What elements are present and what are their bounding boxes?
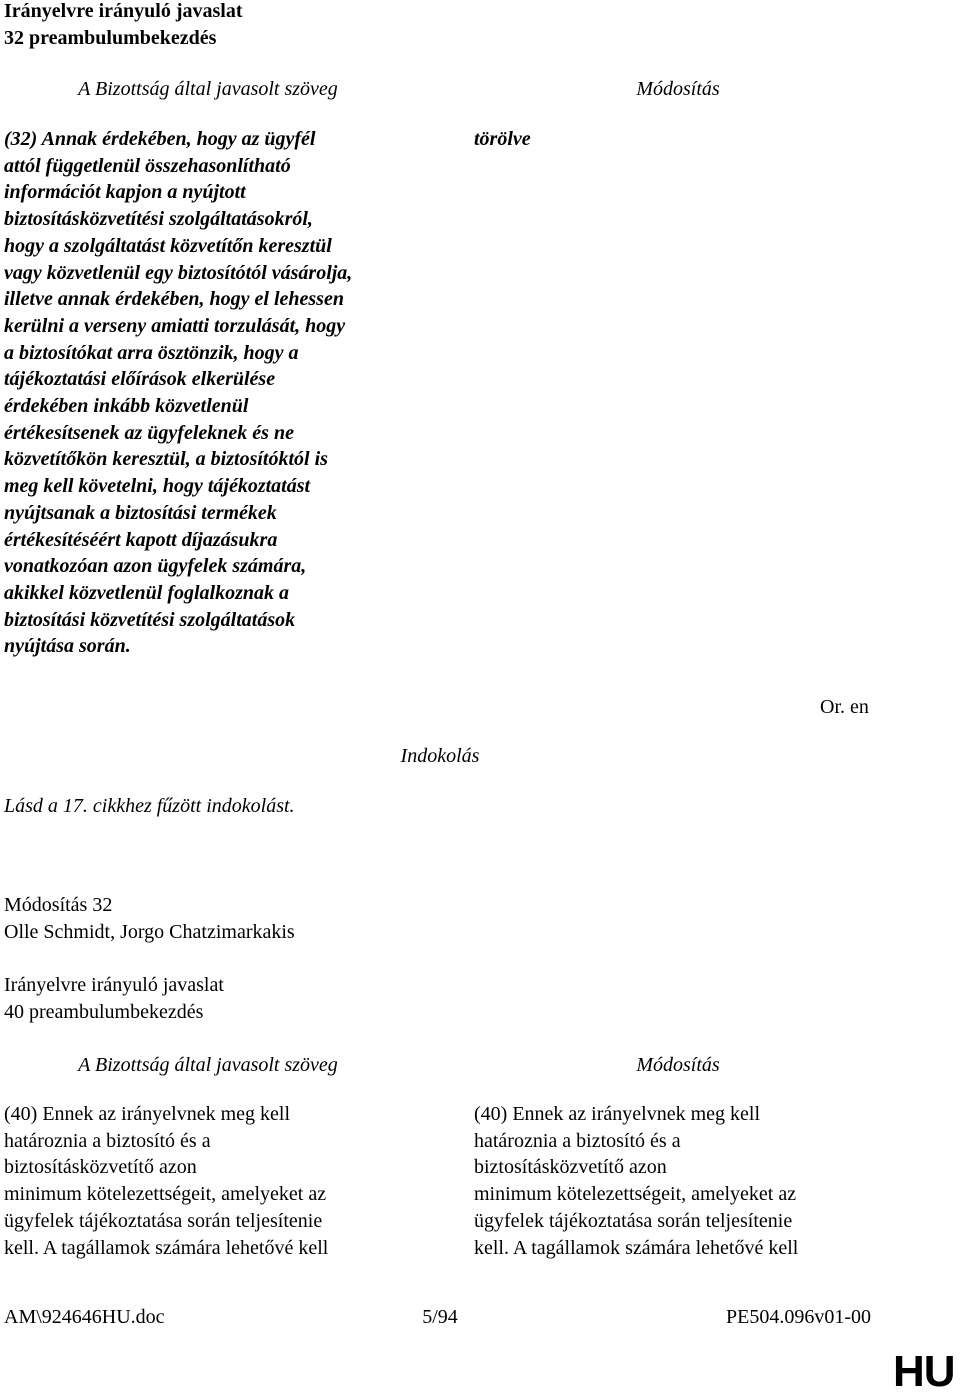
justification-text: Lásd a 17. cikkhez fűzött indokolást. — [4, 795, 295, 817]
amended-text-line: minimum kötelezettségeit, amelyeket az — [474, 1183, 797, 1206]
recital-reference: 32 preambulumbekezdés — [4, 26, 217, 49]
amendment-header: Módosítás — [636, 78, 720, 100]
commission-text-line: értékesítsenek az ügyfeleknek és ne — [4, 421, 294, 444]
commission-text-line: érdekében inkább közvetlenül — [4, 395, 249, 418]
commission-text-line: hogy a szolgáltatást közvetítőn keresztül — [4, 234, 332, 257]
amendment-block — [4, 892, 295, 945]
commission-text-line: a biztosítókat arra ösztönzik, hogy a — [4, 341, 299, 364]
commission-text-line: vagy közvetlenül egy biztosítótól vásárolja, — [4, 261, 353, 284]
commission-text-line: meg kell követelni, hogy tájékoztatást — [4, 475, 311, 498]
commission-text-line: ügyfelek tájékoztatása során teljesítenie — [4, 1209, 323, 1232]
commission-text-line: biztosításközvetítő azon — [4, 1156, 197, 1179]
commission-text-recital-40 — [4, 1101, 464, 1261]
commission-text-line: biztosításközvetítési szolgáltatásokról, — [4, 208, 313, 231]
commission-text-line: nyújtsanak a biztosítási termékek — [4, 501, 277, 524]
amendment-number: Módosítás 32 — [4, 894, 113, 916]
amended-text-recital-40 — [474, 1101, 944, 1261]
amended-text-line: (40) Ennek az irányelvnek meg kell — [474, 1103, 760, 1125]
amendment-recital-reference: 40 preambulumbekezdés — [4, 1000, 204, 1023]
footer-language-code: HU — [893, 1347, 955, 1396]
amended-text-line: ügyfelek tájékoztatása során teljesítenie — [474, 1209, 793, 1232]
amendment-proposal-type: Irányelvre irányuló javaslat — [4, 974, 224, 996]
amended-text-deleted: törölve — [474, 128, 531, 150]
commission-text-line: (40) Ennek az irányelvnek meg kell — [4, 1103, 290, 1125]
original-language: Or. en — [820, 696, 869, 718]
commission-text-line: vonatkozóan azon ügyfelek számára, — [4, 555, 307, 578]
document-heading — [4, 0, 243, 51]
commission-text-line: információt kapjon a nyújtott — [4, 181, 246, 204]
justification-title: Indokolás — [400, 745, 480, 767]
commission-text-line: nyújtása során. — [4, 635, 131, 658]
proposal-type: Irányelvre irányuló javaslat — [4, 0, 243, 22]
commission-text-line: attól függetlenül összehasonlítható — [4, 154, 291, 177]
commission-text-line: biztosítási közvetítési szolgáltatások — [4, 608, 296, 631]
amendment-header-2: Módosítás — [636, 1054, 720, 1076]
commission-text-header: A Bizottság által javasolt szöveg — [78, 78, 338, 100]
commission-text-line: kerülni a verseny amiatti torzulását, hogy — [4, 314, 346, 337]
footer-pe-ref: PE504.096v01-00 — [726, 1306, 871, 1328]
amendment-authors: Olle Schmidt, Jorgo Chatzimarkakis — [4, 920, 295, 943]
commission-text-line: illetve annak érdekében, hogy el lehessen — [4, 288, 344, 311]
footer-doc-ref: AM\924646HU.doc — [4, 1306, 165, 1328]
commission-text-line: értékesítéséért kapott díjazásukra — [4, 528, 278, 551]
footer-page-number: 5/94 — [422, 1306, 458, 1328]
commission-text-header-2: A Bizottság által javasolt szöveg — [78, 1054, 338, 1076]
amended-text-line: kell. A tagállamok számára lehetővé kell — [474, 1236, 799, 1259]
commission-text-line: akikkel közvetlenül foglalkoznak a — [4, 581, 289, 604]
commission-text-line: (32) Annak érdekében, hogy az ügyfél — [4, 128, 316, 150]
amendment-target — [4, 972, 224, 1025]
commission-text-line: minimum kötelezettségeit, amelyeket az — [4, 1183, 327, 1206]
commission-text-line: kell. A tagállamok számára lehetővé kell — [4, 1236, 329, 1259]
commission-text-line: határoznia a biztosító és a — [4, 1129, 211, 1152]
commission-text-line: tájékoztatási előírások elkerülése — [4, 368, 276, 391]
amended-text-line: biztosításközvetítő azon — [474, 1156, 667, 1179]
commission-text-line: közvetítőkön keresztül, a biztosítóktól is — [4, 448, 328, 471]
commission-text-recital-32 — [4, 126, 464, 660]
amended-text-line: határoznia a biztosító és a — [474, 1129, 681, 1152]
